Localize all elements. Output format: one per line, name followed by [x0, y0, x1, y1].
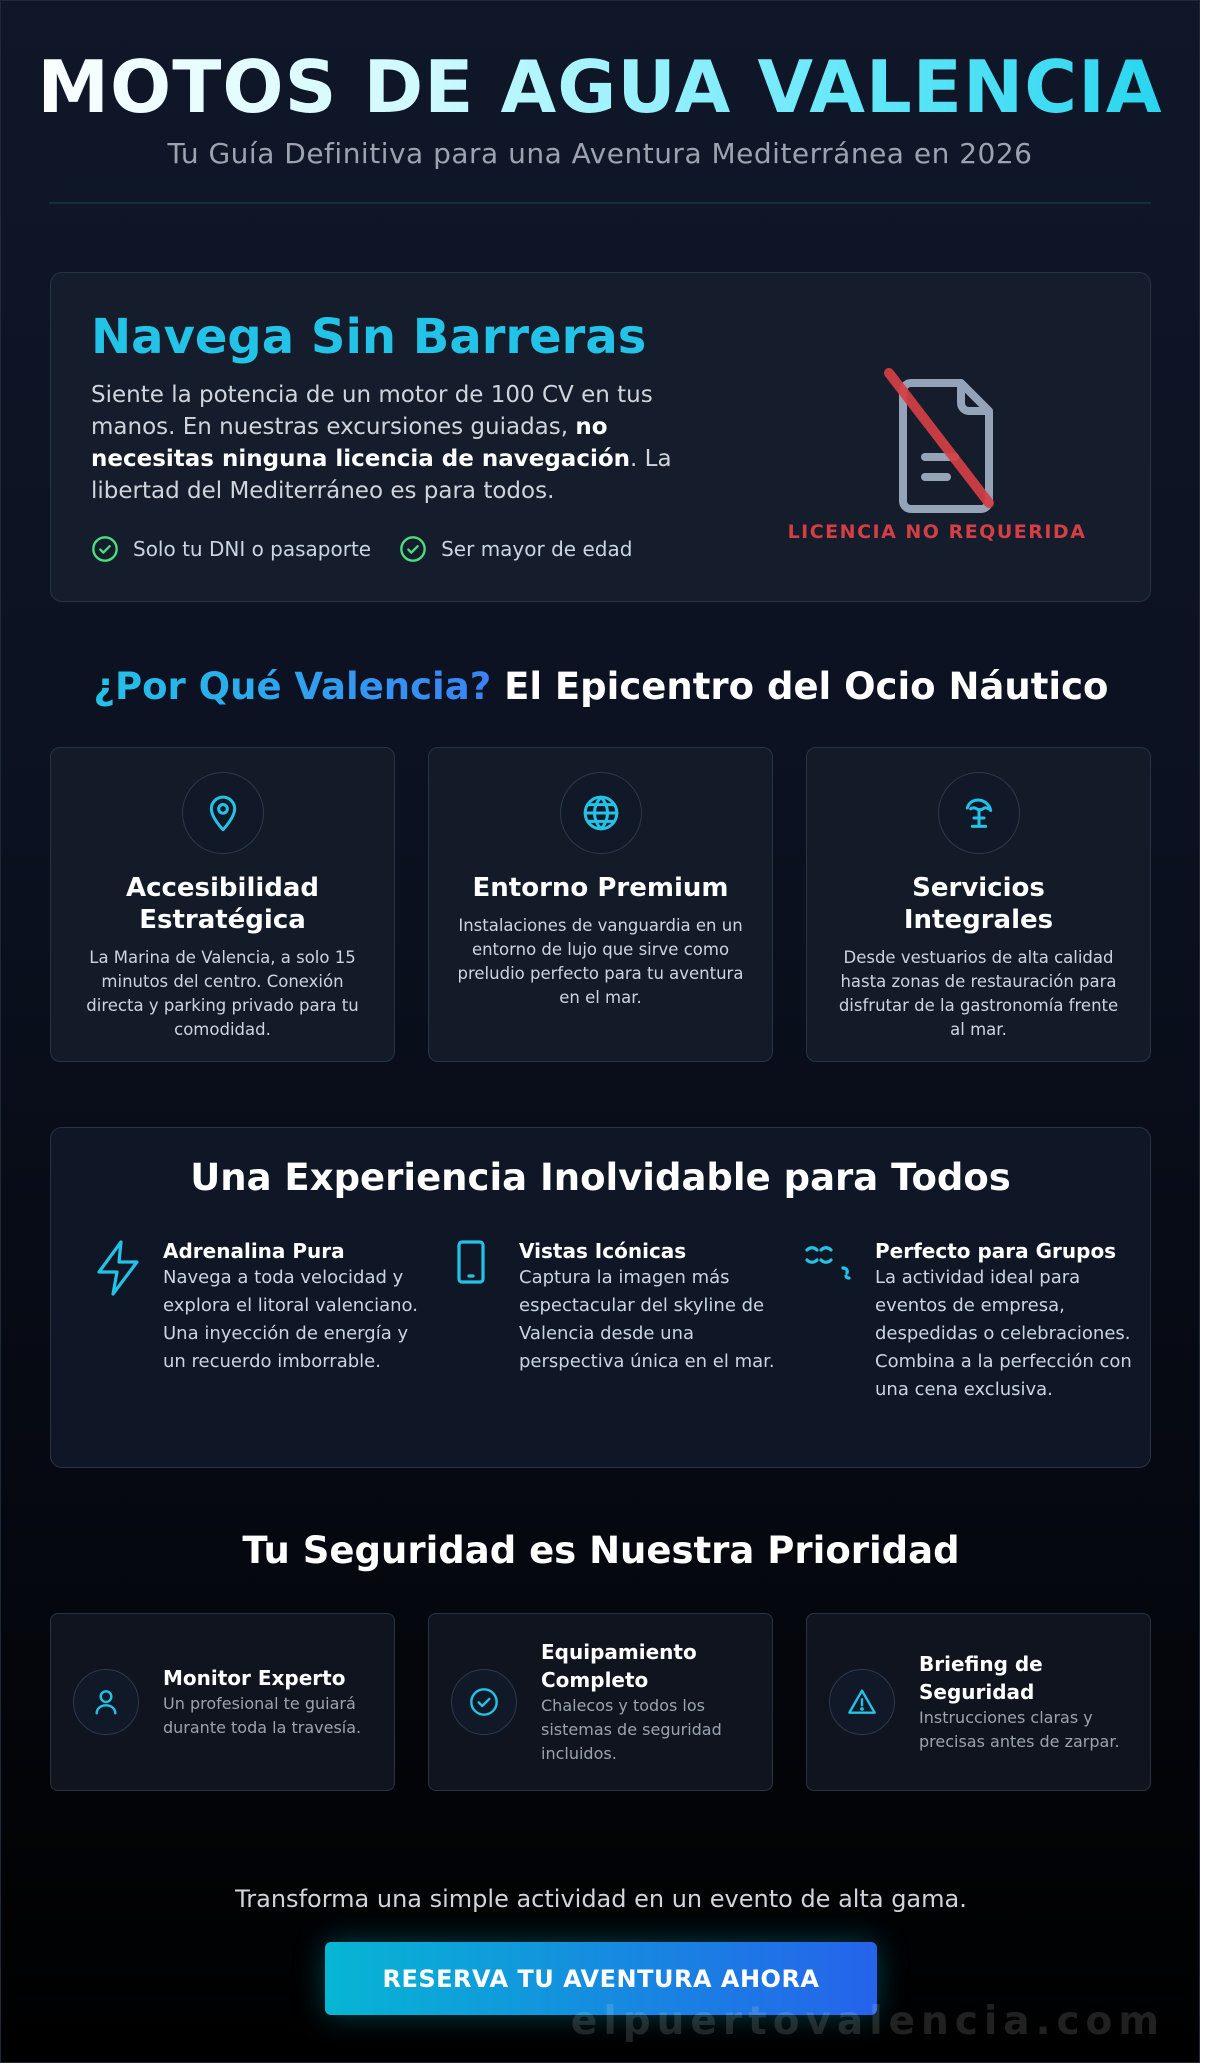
user-icon — [90, 1686, 122, 1718]
safety-card-equipamiento — [428, 1613, 773, 1791]
safety-card-briefing — [806, 1613, 1151, 1791]
check-circle-icon — [91, 535, 119, 563]
safety-card-title: Equipamiento Completo — [541, 1640, 697, 1692]
experience-item-vistas — [447, 1238, 777, 1376]
why-valencia-heading-accent: ¿Por Qué Valencia? — [93, 665, 492, 708]
safety-icon-circle — [829, 1669, 895, 1735]
requirement-item — [91, 535, 371, 563]
license-badge-label: LICENCIA NO REQUERIDA — [787, 521, 1087, 543]
hero-title: Navega Sin Barreras — [91, 309, 647, 365]
cta-text: Transforma una simple actividad en un evento de alta gama. — [235, 1885, 967, 1913]
feature-card-entorno — [428, 747, 773, 1062]
requirement-label: Solo tu DNI o pasaporte — [133, 537, 372, 561]
safety-icon-circle — [451, 1669, 517, 1735]
experience-item-title: Perfecto para Grupos — [875, 1239, 1117, 1263]
safety-card-desc: Un profesional te guiará durante toda la travesía. — [163, 1694, 362, 1737]
experience-item-desc: Navega a toda velocidad y explora el litoral valenciano. Una inyección de energía y un recuerdo imborrable. — [163, 1267, 418, 1372]
hero-card — [50, 272, 1151, 602]
safety-icon-circle — [73, 1669, 139, 1735]
check-circle-icon — [468, 1686, 500, 1718]
experience-item-body — [519, 1238, 777, 1376]
safety-heading: Tu Seguridad es Nuestra Prioridad — [242, 1529, 960, 1572]
header-divider — [49, 202, 1151, 204]
experience-item-body — [875, 1238, 1133, 1404]
feature-icon-circle — [938, 772, 1020, 854]
watermark: elpuertovalencia.com — [570, 1999, 1165, 2044]
experience-heading: Una Experiencia Inolvidable para Todos — [190, 1156, 1011, 1199]
smartphone-icon — [447, 1238, 501, 1298]
safety-card-body — [163, 1664, 372, 1740]
globe-icon — [581, 793, 621, 833]
requirement-label: Ser mayor de edad — [441, 537, 633, 561]
group-icon — [803, 1238, 857, 1298]
feature-icon-circle — [560, 772, 642, 854]
feature-card-accesibilidad — [50, 747, 395, 1062]
location-pin-icon — [203, 793, 243, 833]
experience-item-body — [163, 1238, 421, 1376]
safety-card-body — [919, 1650, 1128, 1754]
hero-text-part1: Siente la potencia de un motor de 100 CV en tus manos. En nuestras excursiones guiadas, — [91, 382, 653, 440]
safety-card-title: Monitor Experto — [163, 1666, 346, 1690]
feature-title: Accesibilidad Estratégica — [125, 873, 320, 935]
page-title: MOTOS DE AGUA VALENCIA — [1, 45, 1199, 129]
experience-item-title: Vistas Icónicas — [519, 1239, 687, 1263]
safety-card-desc: Instrucciones claras y precisas antes de zarpar. — [919, 1708, 1120, 1751]
hero-text-bold: no necesitas ninguna licencia de navegación — [91, 414, 631, 472]
safety-card-desc: Chalecos y todos los sistemas de seguridad incluidos. — [541, 1696, 722, 1763]
check-circle-icon — [399, 535, 427, 563]
umbrella-table-icon — [959, 793, 999, 833]
hero-text — [91, 379, 701, 507]
feature-desc: La Marina de Valencia, a solo 15 minutos del centro. Conexión directa y parking privado para tu comodidad. — [86, 948, 359, 1039]
feature-desc: Instalaciones de vanguardia en un entorno de lujo que sirve como preludio perfecto para tu aventura en el mar. — [457, 916, 744, 1007]
why-valencia-heading-rest: El Epicentro del Ocio Náutico — [491, 665, 1109, 708]
hero-text-part2: . La libertad del Mediterráneo es para todos. — [91, 446, 672, 504]
feature-icon-circle — [182, 772, 264, 854]
header — [1, 1, 1199, 204]
experience-section — [50, 1127, 1151, 1468]
safety-card-body — [541, 1638, 750, 1766]
experience-item-title: Adrenalina Pura — [163, 1239, 345, 1263]
page-subtitle: Tu Guía Definitiva para una Aventura Mediterránea en 2026 — [167, 137, 1033, 170]
feature-title: Entorno Premium — [472, 873, 729, 903]
feature-card-servicios — [806, 747, 1151, 1062]
license-badge — [782, 353, 1092, 543]
safety-card-title: Briefing de Seguridad — [919, 1652, 1043, 1704]
safety-card-monitor — [50, 1613, 395, 1791]
experience-item-desc: La actividad ideal para eventos de empresa, despedidas o celebraciones. Combina a la perfección con una cena exclusiva. — [875, 1267, 1132, 1400]
document-crossed-icon — [867, 353, 1007, 513]
requirement-item — [399, 535, 632, 563]
experience-item-grupos — [803, 1238, 1133, 1404]
feature-title: Servicios Integrales — [903, 873, 1054, 935]
feature-desc: Desde vestuarios de alta calidad hasta zonas de restauración para disfrutar de la gastronomía frente al mar. — [838, 948, 1119, 1039]
warning-icon — [846, 1686, 878, 1718]
experience-item-desc: Captura la imagen más espectacular del skyline de Valencia desde una perspectiva única en el mar. — [519, 1267, 775, 1372]
experience-item-adrenalina — [91, 1238, 421, 1376]
reserve-button[interactable]: RESERVA TU AVENTURA AHORA — [325, 1942, 877, 2015]
lightning-icon — [91, 1238, 145, 1298]
why-valencia-heading — [1, 665, 1200, 708]
